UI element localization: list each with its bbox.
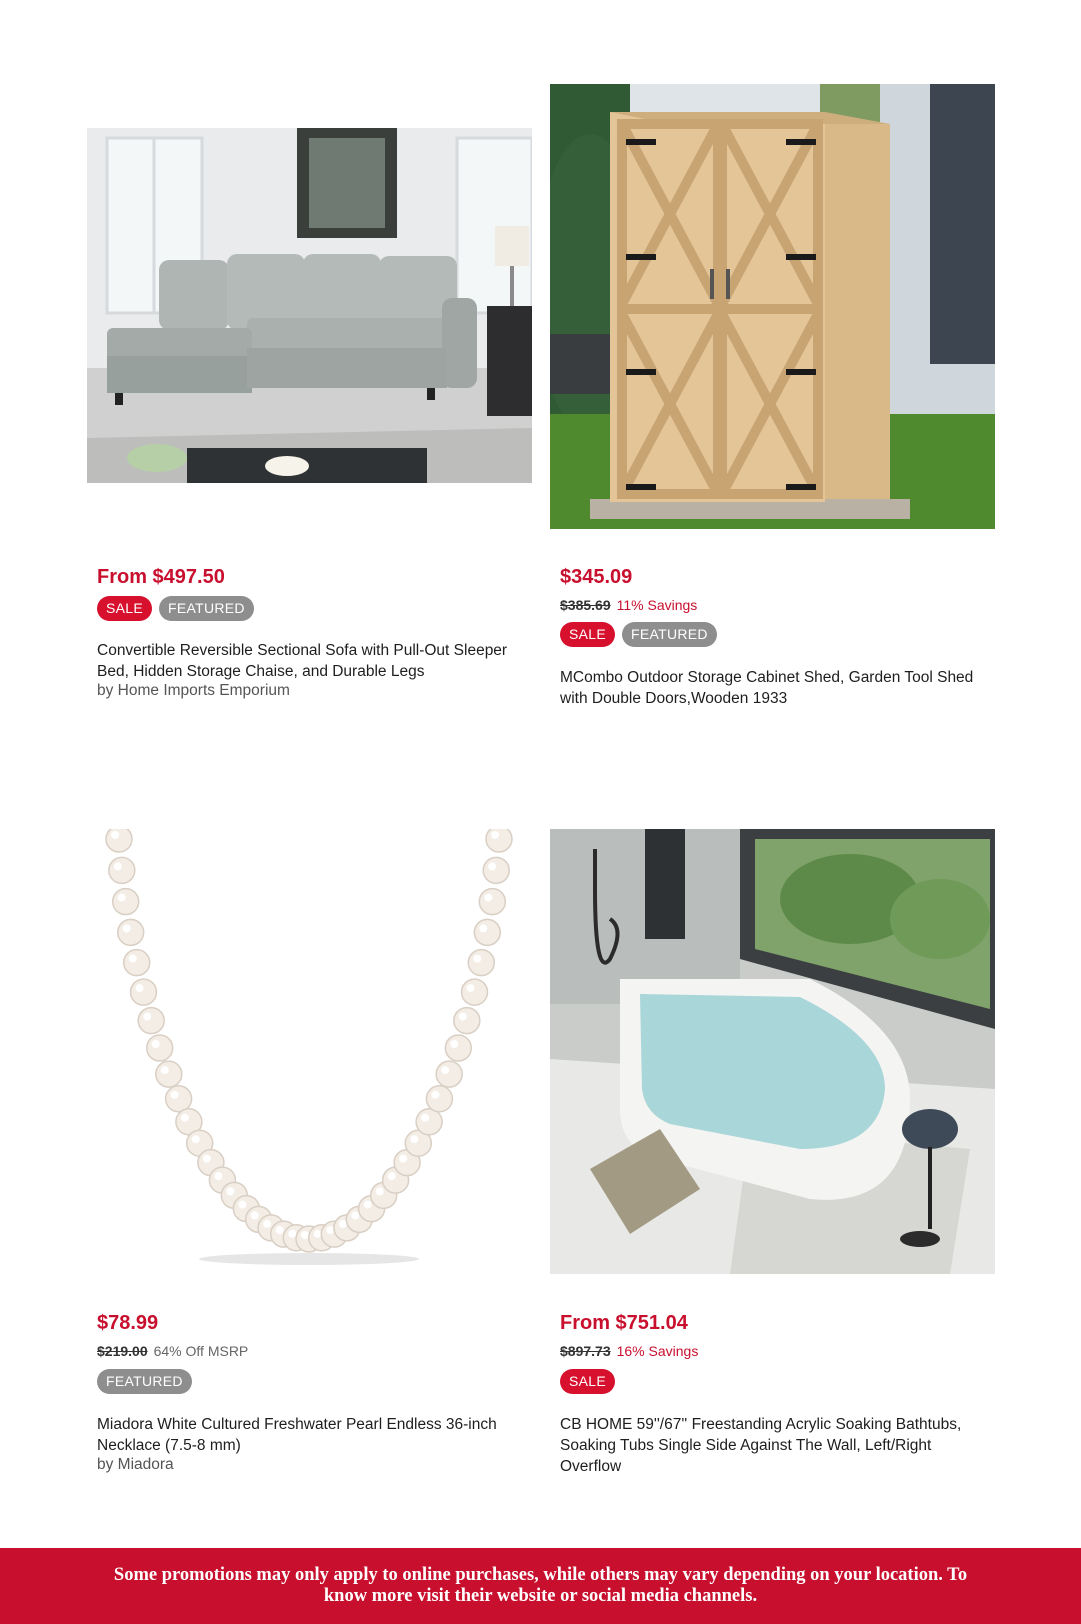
product-image-bathtub[interactable] — [550, 829, 995, 1274]
price-comparison — [97, 1343, 248, 1359]
product-title[interactable]: Miadora White Cultured Freshwater Pearl Endless 36-inch Necklace (7.5-8 mm) — [97, 1416, 497, 1454]
shed-illustration — [550, 84, 995, 529]
original-price: $385.69 — [560, 597, 611, 613]
price-comparison — [560, 597, 697, 613]
original-price: $897.73 — [560, 1343, 611, 1359]
pearl-highlight — [431, 1091, 439, 1099]
promo-disclaimer-text: Some promotions may only apply to online purchases, while others may vary depending on your location. To know more visit their website or social media channels. — [113, 1565, 968, 1606]
sale-badge: SALE — [560, 1369, 615, 1394]
pearl-highlight — [488, 862, 496, 870]
product-badges — [97, 1369, 192, 1394]
pearl — [131, 979, 157, 1005]
product-badges — [560, 622, 717, 647]
pearl-highlight — [123, 924, 131, 932]
product-badges — [560, 1369, 615, 1394]
pearl-highlight — [491, 831, 499, 839]
product-image-sofa[interactable] — [87, 128, 532, 483]
featured-badge: FEATURED — [622, 622, 717, 647]
pearl-highlight — [192, 1135, 200, 1143]
pearl — [426, 1086, 452, 1112]
pearl-highlight — [450, 1040, 458, 1048]
pearl — [462, 979, 488, 1005]
pearl-highlight — [181, 1114, 189, 1122]
featured-badge: FEATURED — [159, 596, 254, 621]
sale-badge: SALE — [560, 622, 615, 647]
product-price: From $497.50 — [97, 566, 225, 588]
pearl-highlight — [263, 1220, 271, 1228]
pearl-highlight — [364, 1201, 372, 1209]
product-title[interactable]: Convertible Reversible Sectional Sofa with Pull-Out Sleeper Bed, Hidden Storage Chaise, and Durable Legs — [97, 642, 508, 680]
pearl — [138, 1008, 164, 1034]
pearl-highlight — [143, 1013, 151, 1021]
product-title[interactable]: MCombo Outdoor Storage Cabinet Shed, Garden Tool Shed with Double Doors,Wooden 1933 — [560, 669, 974, 707]
pearl-highlight — [459, 1013, 467, 1021]
product-brand[interactable]: by Miadora — [97, 1456, 174, 1473]
pearl-highlight — [251, 1211, 259, 1219]
pearl — [483, 857, 509, 883]
pearl-highlight — [276, 1226, 284, 1234]
bathtub-illustration — [550, 829, 995, 1274]
pearl-highlight — [288, 1230, 296, 1238]
pearl-highlight — [111, 831, 119, 839]
pearl-highlight — [479, 924, 487, 932]
product-title[interactable]: CB HOME 59''/67'' Freestanding Acrylic Soaking Bathtubs, Soaking Tubs Single Side Against The Wall, Left/Right Overflow — [560, 1416, 962, 1475]
sofa-illustration — [87, 128, 532, 483]
pearl-highlight — [114, 862, 122, 870]
product-price: From $751.04 — [560, 1312, 688, 1334]
pearl-highlight — [226, 1187, 234, 1195]
price-comparison — [560, 1343, 698, 1359]
pearl — [474, 919, 500, 945]
pearl-highlight — [421, 1114, 429, 1122]
pearl — [147, 1035, 173, 1061]
product-image-shed[interactable] — [550, 84, 995, 529]
featured-badge: FEATURED — [97, 1369, 192, 1394]
pearl-highlight — [314, 1230, 322, 1238]
product-image-necklace[interactable] — [87, 829, 532, 1274]
pearl-highlight — [136, 984, 144, 992]
pearl — [468, 950, 494, 976]
product-badges — [97, 596, 254, 621]
pearl-highlight — [129, 955, 137, 963]
pearl-highlight — [351, 1211, 359, 1219]
pearl — [436, 1061, 462, 1087]
product-price: $78.99 — [97, 1312, 159, 1334]
savings-text: 64% Off MSRP — [153, 1343, 249, 1359]
pearl — [109, 857, 135, 883]
pearl — [454, 1008, 480, 1034]
pearl-highlight — [388, 1172, 396, 1180]
product-price: $345.09 — [560, 566, 633, 588]
pearl-highlight — [171, 1091, 179, 1099]
pearl-highlight — [467, 984, 475, 992]
promo-disclaimer-banner — [0, 1548, 1081, 1624]
pearl — [156, 1061, 182, 1087]
pearl — [416, 1109, 442, 1135]
necklace-illustration — [87, 829, 532, 1274]
savings-text: 11% Savings — [616, 597, 698, 613]
pearl — [486, 829, 512, 852]
pearl-highlight — [214, 1172, 222, 1180]
savings-text: 16% Savings — [616, 1343, 699, 1359]
pearl-highlight — [238, 1201, 246, 1209]
pearl-highlight — [441, 1066, 449, 1074]
pearl — [166, 1086, 192, 1112]
pearl-highlight — [410, 1135, 418, 1143]
pearl-highlight — [399, 1155, 407, 1163]
pearl-highlight — [326, 1226, 334, 1234]
pearl-highlight — [301, 1231, 309, 1239]
pearl-highlight — [484, 894, 492, 902]
pearl — [479, 889, 505, 915]
original-price: $219.00 — [97, 1343, 148, 1359]
pearl-highlight — [376, 1187, 384, 1195]
pearl-highlight — [203, 1155, 211, 1163]
product-brand[interactable]: by Home Imports Emporium — [97, 682, 290, 699]
pearl — [113, 889, 139, 915]
pearl — [124, 950, 150, 976]
pearl — [106, 829, 132, 852]
pearl-highlight — [152, 1040, 160, 1048]
pearl — [445, 1035, 471, 1061]
sale-badge: SALE — [97, 596, 152, 621]
pearl-highlight — [473, 955, 481, 963]
pearl-highlight — [161, 1066, 169, 1074]
pearl-highlight — [118, 894, 126, 902]
pearl — [118, 919, 144, 945]
